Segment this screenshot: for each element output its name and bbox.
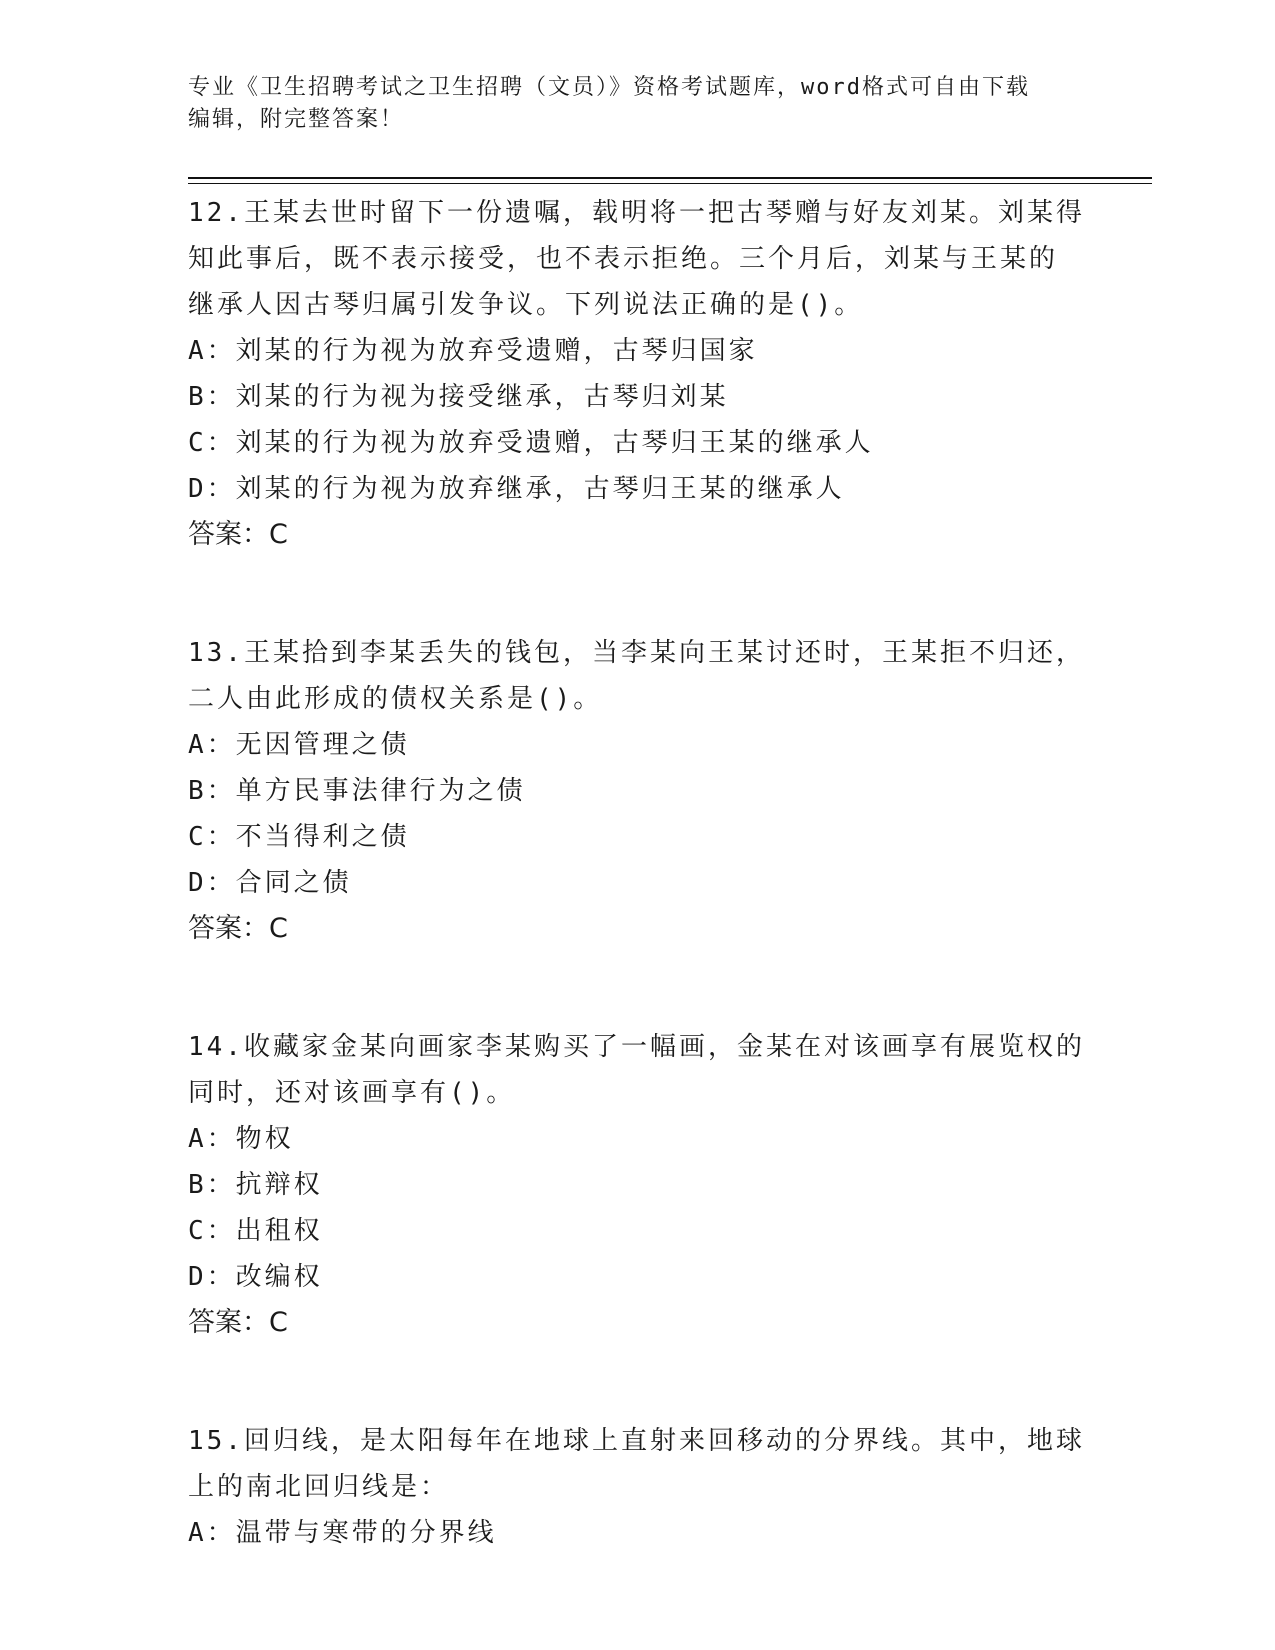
question-13	[188, 630, 1088, 952]
option-c: C：刘某的行为视为放弃受遗赠，古琴归王某的继承人	[188, 428, 874, 458]
question-stem-line: 14.收藏家金某向画家李某购买了一幅画，金某在对该画享有展览权的	[188, 1032, 1085, 1062]
answer-line: 答案：C	[188, 1307, 288, 1338]
question-stem-line: 继承人因古琴归属引发争议。下列说法正确的是()。	[188, 290, 864, 320]
option-a: A：温带与寒带的分界线	[188, 1518, 497, 1548]
question-spacer	[188, 1346, 1088, 1418]
question-stem-line: 12.王某去世时留下一份遗嘱，载明将一把古琴赠与好友刘某。刘某得	[188, 198, 1085, 228]
document-header	[188, 72, 1088, 136]
question-stem-line: 同时，还对该画享有()。	[188, 1078, 516, 1108]
option-d: D：合同之债	[188, 868, 352, 898]
option-c: C：出租权	[188, 1216, 323, 1246]
option-b: B：刘某的行为视为接受继承，古琴归刘某	[188, 382, 729, 412]
option-c: C：不当得利之债	[188, 822, 410, 852]
header-rule-thin	[188, 183, 1152, 184]
question-12	[188, 190, 1088, 558]
option-a: A：物权	[188, 1124, 294, 1154]
question-stem-line: 13.王某拾到李某丢失的钱包，当李某向王某讨还时，王某拒不归还，	[188, 638, 1085, 668]
answer-line: 答案：C	[188, 913, 288, 944]
question-spacer	[188, 952, 1088, 1024]
header-line-2: 编辑，附完整答案！	[188, 107, 405, 132]
question-14	[188, 1024, 1088, 1346]
question-15	[188, 1418, 1088, 1556]
question-stem-line: 上的南北回归线是：	[188, 1472, 450, 1502]
question-stem-line: 二人由此形成的债权关系是()。	[188, 684, 603, 714]
option-b: B：抗辩权	[188, 1170, 323, 1200]
option-a: A：无因管理之债	[188, 730, 410, 760]
question-spacer	[188, 558, 1088, 630]
question-stem-line: 知此事后，既不表示接受，也不表示拒绝。三个月后，刘某与王某的	[188, 244, 1059, 274]
header-line-1: 专业《卫生招聘考试之卫生招聘（文员）》资格考试题库，word格式可自由下载	[188, 75, 1030, 100]
option-b: B：单方民事法律行为之债	[188, 776, 526, 806]
option-d: D：刘某的行为视为放弃继承，古琴归王某的继承人	[188, 474, 845, 504]
question-stem-line: 15.回归线，是太阳每年在地球上直射来回移动的分界线。其中，地球	[188, 1426, 1085, 1456]
question-list	[188, 190, 1088, 1556]
option-a: A：刘某的行为视为放弃受遗赠，古琴归国家	[188, 336, 758, 366]
option-d: D：改编权	[188, 1262, 323, 1292]
answer-line: 答案：C	[188, 519, 288, 550]
header-rule-thick	[188, 177, 1152, 179]
